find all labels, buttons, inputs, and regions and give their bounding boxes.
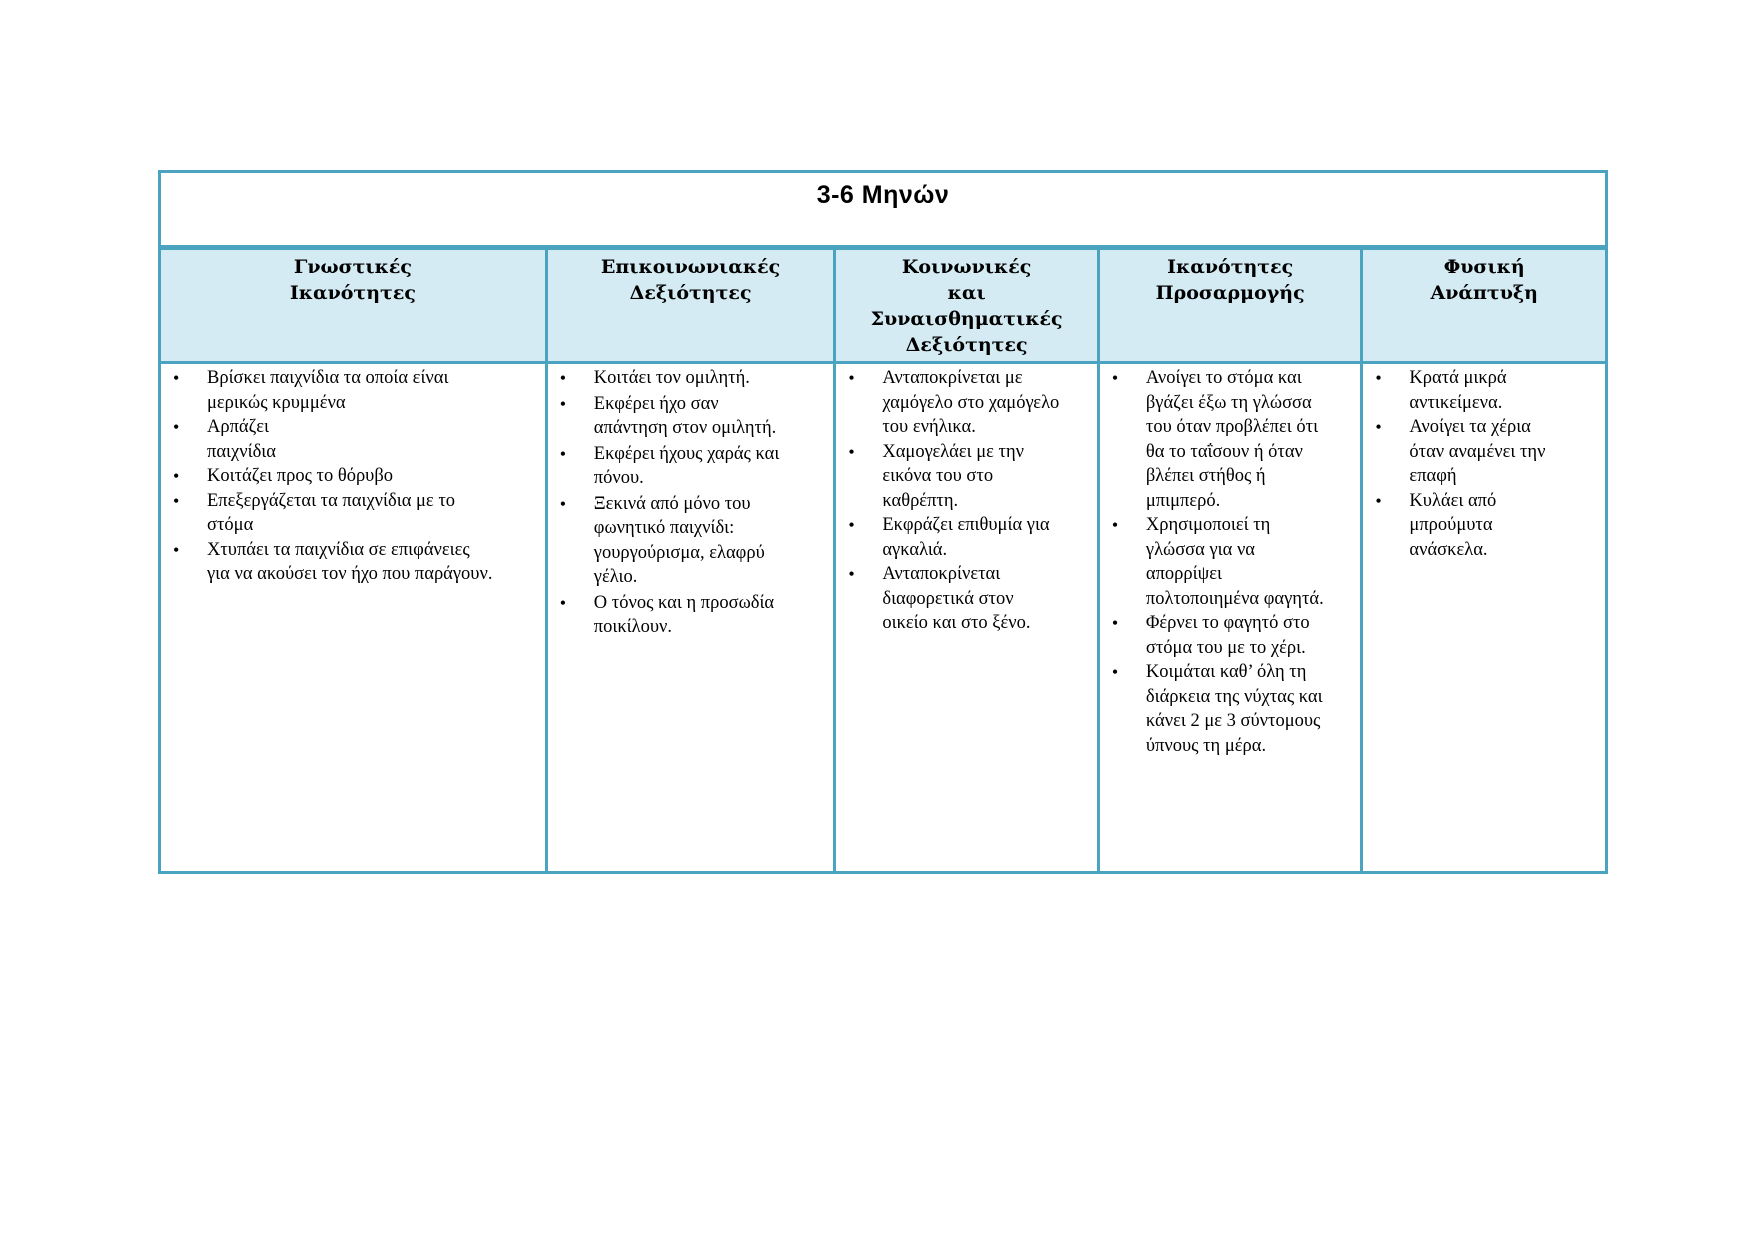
list-item [842,366,1091,440]
header-row [160,248,1607,363]
item-text-line: παιχνίδια [207,441,276,462]
cell-cognitive [160,363,547,873]
item-text-line: του ενήλικα. [882,417,976,437]
bullet-icon: • [1375,417,1382,437]
item-text-line: χαμόγελο στο χαμόγελο [882,392,1060,413]
list-item [1106,611,1355,660]
item-text-line: απορρίψει [1145,564,1222,584]
item-text-line: γλώσσα για να [1145,539,1256,560]
item-text-line: Ανοίγει τα χέρια [1409,417,1531,437]
item-text-line: Βρίσκει παιχνίδια τα οποία είναι [207,368,449,388]
list-item [842,562,1091,636]
header-line: Δεξιότητες [629,282,752,304]
header-social-emotional [835,248,1099,363]
item-text-line: αντικείμενα. [1409,392,1503,413]
item-text-line: θα το ταΐσουν ή όταν [1145,441,1303,462]
header-line: Ικανότητες [289,282,416,304]
bullet-icon: • [848,564,855,584]
item-text-line: μπιμπερό. [1145,490,1221,511]
list-item [1369,366,1599,415]
bullet-icon: • [1375,368,1382,388]
list-item [167,464,539,489]
header-line: Επικοινωνιακές [600,256,781,278]
list-item [554,392,828,441]
item-text-line: Κοιτάει τον ομιλητή. [593,368,750,388]
cell-social-emotional [835,363,1099,873]
cell-adaptive [1098,363,1362,873]
list-item [842,513,1091,562]
item-text-line: αγκαλιά. [882,539,948,560]
header-communication [546,248,835,363]
item-text-line: Ο τόνος και η προσωδία [593,592,775,613]
item-text-line: Χρησιμοποιεί τη [1145,515,1271,535]
list-item [167,538,539,587]
item-text-line: Ανταποκρίνεται [882,564,1001,584]
item-text-line: Εκφράζει επιθυμία για [882,515,1050,535]
header-line: Δεξιότητες [905,334,1028,356]
header-line: Ανάπτυξη [1430,282,1538,304]
title-row [160,172,1607,248]
bullet-icon: • [173,417,180,437]
header-line: Φυσική [1443,256,1525,278]
item-text-line: του όταν προβλέπει ότι [1145,417,1319,437]
list-item [842,440,1091,514]
header-physical [1362,248,1607,363]
content-row [160,363,1607,873]
header-line: και [947,282,986,304]
bullet-icon: • [848,515,855,535]
item-text-line: πόνου. [593,468,644,488]
bullet-icon: • [173,490,180,511]
item-text-line: Ξεκινά από μόνο του [593,493,751,514]
item-text-line: Κοιτάζει προς το θόρυβο [207,466,393,486]
list-item [554,366,828,391]
list-item [554,591,828,640]
item-text-line: Χτυπάει τα παιχνίδια σε επιφάνειες [207,539,470,560]
item-text-line: Κοιμάται καθ’ όλη τη [1145,662,1307,682]
list-item [167,489,539,538]
list-item [167,366,539,415]
item-text-line: βγάζει έξω τη γλώσσα [1145,392,1312,413]
item-text-line: Ανοίγει το στόμα και [1145,368,1302,388]
item-text-line: Χαμογελάει με την [882,441,1025,462]
item-text-line: Εκφέρει ήχους χαράς και [593,443,780,464]
item-text-line: οικείο και στο ξένο. [882,613,1031,633]
list-item [1106,366,1355,513]
item-text-line: ύπνους τη μέρα. [1145,735,1267,756]
development-table [158,170,1608,874]
item-text-line: ανάσκελα. [1409,539,1488,560]
item-text-line: βλέπει στήθος ή [1145,466,1266,486]
item-text-line: Αρπάζει [207,417,270,437]
list-item [1106,513,1355,611]
bullet-icon: • [1111,515,1119,535]
item-text-line: μερικώς κρυμμένα [207,392,346,413]
header-line: Ικανότητες [1167,256,1294,278]
item-text-line: φωνητικό παιχνίδι: [593,518,735,538]
header-line: Συναισθηματικές [870,308,1063,330]
header-line: Κοινωνικές [901,256,1032,278]
bullet-icon: • [559,443,567,464]
bullet-icon: • [1111,662,1119,682]
table-title: 3-6 Μηνών [816,181,950,209]
list-item [167,415,539,464]
item-text-line: Επεξεργάζεται τα παιχνίδια με το [207,490,456,511]
bullet-icon: • [1375,490,1382,511]
cell-communication [546,363,835,873]
item-text-line: Εκφέρει ήχο σαν [593,393,719,414]
item-text-line: γέλιο. [593,567,638,587]
item-text-line: στόμα του με το χέρι. [1145,637,1306,658]
item-text-line: απάντηση στον ομιλητή. [593,418,777,438]
item-text-line: στόμα [207,515,254,535]
bullet-icon: • [173,539,180,560]
list-item [1369,415,1599,489]
bullet-icon: • [1111,613,1119,633]
bullet-icon: • [1111,368,1119,388]
cell-physical [1362,363,1607,873]
list-item [1369,489,1599,563]
header-line: Προσαρμογής [1155,282,1305,304]
item-text-line: Ανταποκρίνεται με [882,368,1023,388]
item-text-line: εικόνα του στο [882,466,994,486]
item-text-line: διάρκεια της νύχτας και [1145,686,1323,707]
header-adaptive [1098,248,1362,363]
bullet-icon: • [559,592,567,613]
item-text-line: καθρέπτη. [882,490,959,511]
bullet-icon: • [848,441,855,462]
item-text-line: ποικίλουν. [593,617,673,637]
item-text-line: για να ακούσει τον ήχο που παράγουν. [207,564,493,584]
bullet-icon: • [559,393,567,414]
list-item [554,442,828,491]
bullet-icon: • [559,493,567,514]
item-text-line: επαφή [1409,466,1457,486]
item-text-line: κάνει 2 με 3 σύντομους [1145,711,1321,731]
item-text-line: Κρατά μικρά [1409,368,1507,388]
item-text-line: μπρούμυτα [1409,515,1493,535]
title-cell [160,172,1607,248]
item-text-line: γουργούρισμα, ελαφρύ [593,542,765,563]
bullet-icon: • [173,368,180,388]
header-cognitive [160,248,547,363]
item-text-line: διαφορετικά στον [882,588,1014,609]
bullet-icon: • [559,368,567,388]
bullet-icon: • [848,368,855,388]
item-text-line: Φέρνει το φαγητό στο [1145,613,1310,633]
bullet-icon: • [173,466,180,486]
item-text-line: πολτοποιημένα φαγητά. [1145,588,1324,609]
list-item [554,492,828,590]
item-text-line: όταν αναμένει την [1409,441,1546,462]
header-line: Γνωστικές [293,256,412,278]
list-item [1106,660,1355,758]
item-text-line: Κυλάει από [1409,490,1497,511]
